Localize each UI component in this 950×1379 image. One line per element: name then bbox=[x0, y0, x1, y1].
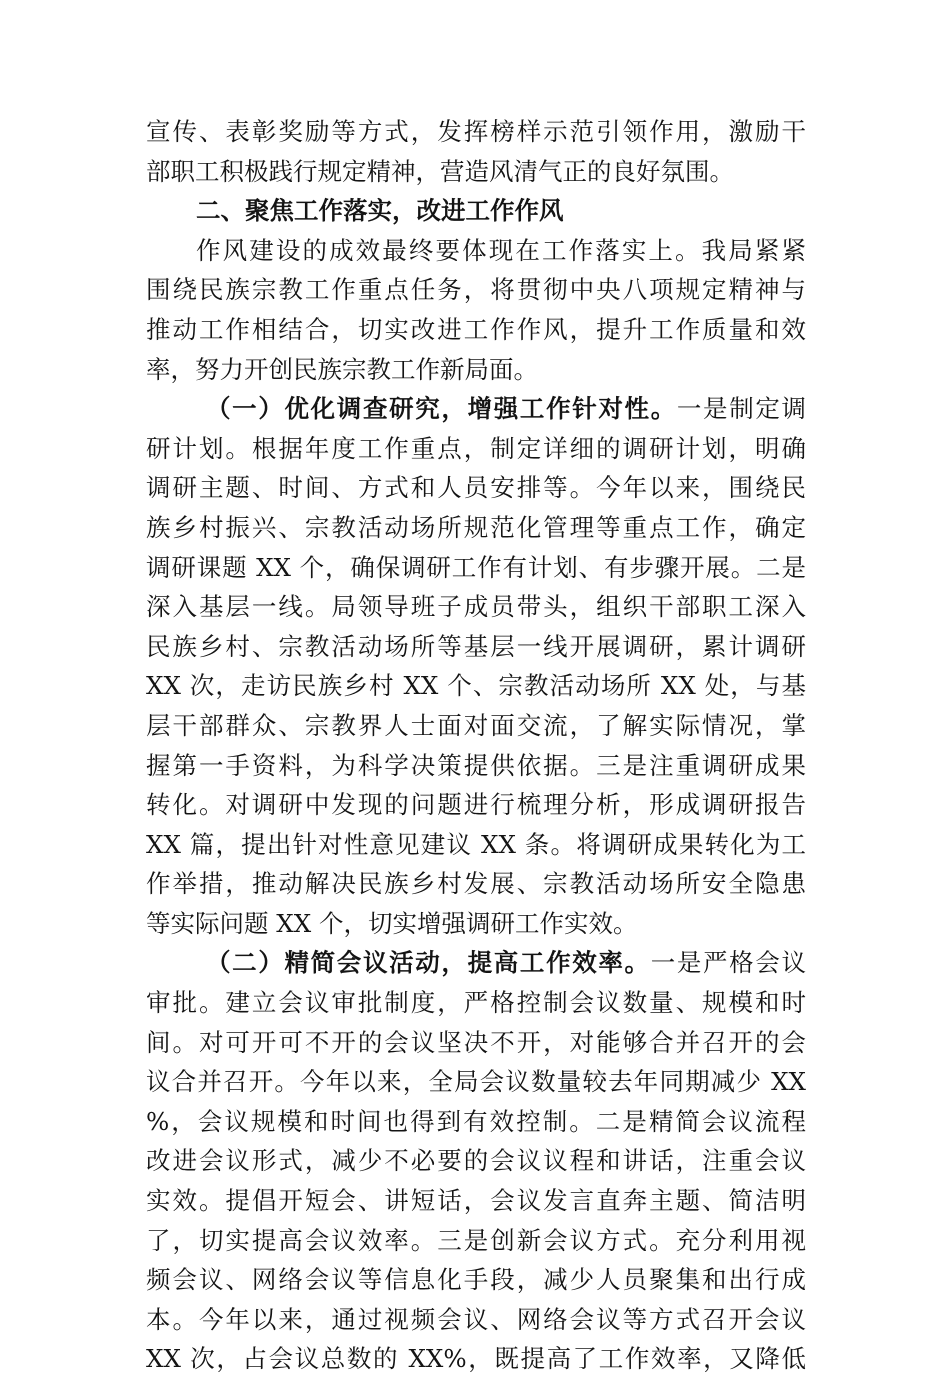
body-line: 握第一手资料，为科学决策提供依据。三是注重调研成果 bbox=[146, 750, 806, 780]
body-line: 本。今年以来，通过视频会议、网络会议等方式召开会议 bbox=[146, 1304, 806, 1334]
body-line: 频会议、网络会议等信息化手段，减少人员聚集和出行成 bbox=[146, 1265, 806, 1295]
body-line: 作举措，推动解决民族乡村发展、宗教活动场所安全隐患 bbox=[146, 869, 806, 899]
document-page bbox=[146, 112, 806, 1379]
body-line: 民族乡村、宗教活动场所等基层一线开展调研，累计调研 bbox=[146, 631, 806, 661]
body-line: 层干部群众、宗教界人士面对面交流，了解实际情况，掌 bbox=[146, 710, 806, 740]
body-line: 调研主题、时间、方式和人员安排等。今年以来，围绕民 bbox=[146, 473, 806, 503]
body-line: XX 篇，提出针对性意见建议 XX 条。将调研成果转化为工 bbox=[146, 829, 806, 859]
body-text: 一是严格会议 bbox=[650, 948, 806, 978]
body-line: 了，切实提高会议效率。三是创新会议方式。充分利用视 bbox=[146, 1225, 806, 1255]
body-line: 调研课题 XX 个，确保调研工作有计划、有步骤开展。二是 bbox=[146, 552, 806, 582]
body-line: 围绕民族宗教工作重点任务，将贯彻中央八项规定精神与 bbox=[146, 275, 806, 305]
body-line: 转化。对调研中发现的问题进行梳理分析，形成调研报告 bbox=[146, 790, 806, 820]
body-line: 宣传、表彰奖励等方式，发挥榜样示范引领作用，激励干 bbox=[146, 117, 806, 146]
body-line: 间。对可开可不开的会议坚决不开，对能够合并召开的会 bbox=[146, 1027, 806, 1057]
body-text: 一是制定调 bbox=[676, 394, 807, 424]
body-line: 审批。建立会议审批制度，严格控制会议数量、规模和时 bbox=[146, 988, 806, 1018]
body-line: 作风建设的成效最终要体现在工作落实上。我局紧紧 bbox=[196, 235, 806, 265]
body-line: 推动工作相结合，切实改进工作作风，提升工作质量和效 bbox=[146, 314, 806, 344]
subsection-title: （二）精简会议活动，提高工作效率。 bbox=[206, 948, 651, 978]
body-line: 研计划。根据年度工作重点，制定详细的调研计划，明确 bbox=[146, 433, 806, 463]
body-line: 改进会议形式，减少不必要的会议议程和讲话，注重会议 bbox=[146, 1146, 806, 1176]
body-line: 议合并召开。今年以来，全局会议数量较去年同期减少 XX bbox=[146, 1067, 806, 1097]
body-line: 等实际问题 XX 个，切实增强调研工作实效。 bbox=[146, 908, 638, 938]
body-line: 率，努力开创民族宗教工作新局面。 bbox=[146, 354, 538, 384]
body-line: 深入基层一线。局领导班子成员带头，组织干部职工深入 bbox=[146, 592, 806, 622]
subsection-title: （一）优化调查研究，增强工作针对性。 bbox=[206, 394, 677, 424]
subsection-first-line bbox=[146, 389, 806, 429]
body-line: 实效。提倡开短会、讲短话，会议发言直奔主题、简洁明 bbox=[146, 1186, 806, 1216]
body-line: 部职工积极践行规定精神，营造风清气正的良好氛围。 bbox=[146, 156, 734, 186]
body-line: %，会议规模和时间也得到有效控制。二是精简会议流程 bbox=[146, 1106, 806, 1136]
section-heading: 二、聚焦工作落实，改进工作作风 bbox=[196, 196, 564, 226]
subsection-first-line bbox=[146, 943, 806, 983]
body-line: XX 次，走访民族乡村 XX 个、宗教活动场所 XX 处，与基 bbox=[146, 671, 806, 701]
body-line: 族乡村振兴、宗教活动场所规范化管理等重点工作，确定 bbox=[146, 512, 806, 542]
body-line: XX 次，占会议总数的 XX%，既提高了工作效率，又降低 bbox=[146, 1344, 806, 1374]
